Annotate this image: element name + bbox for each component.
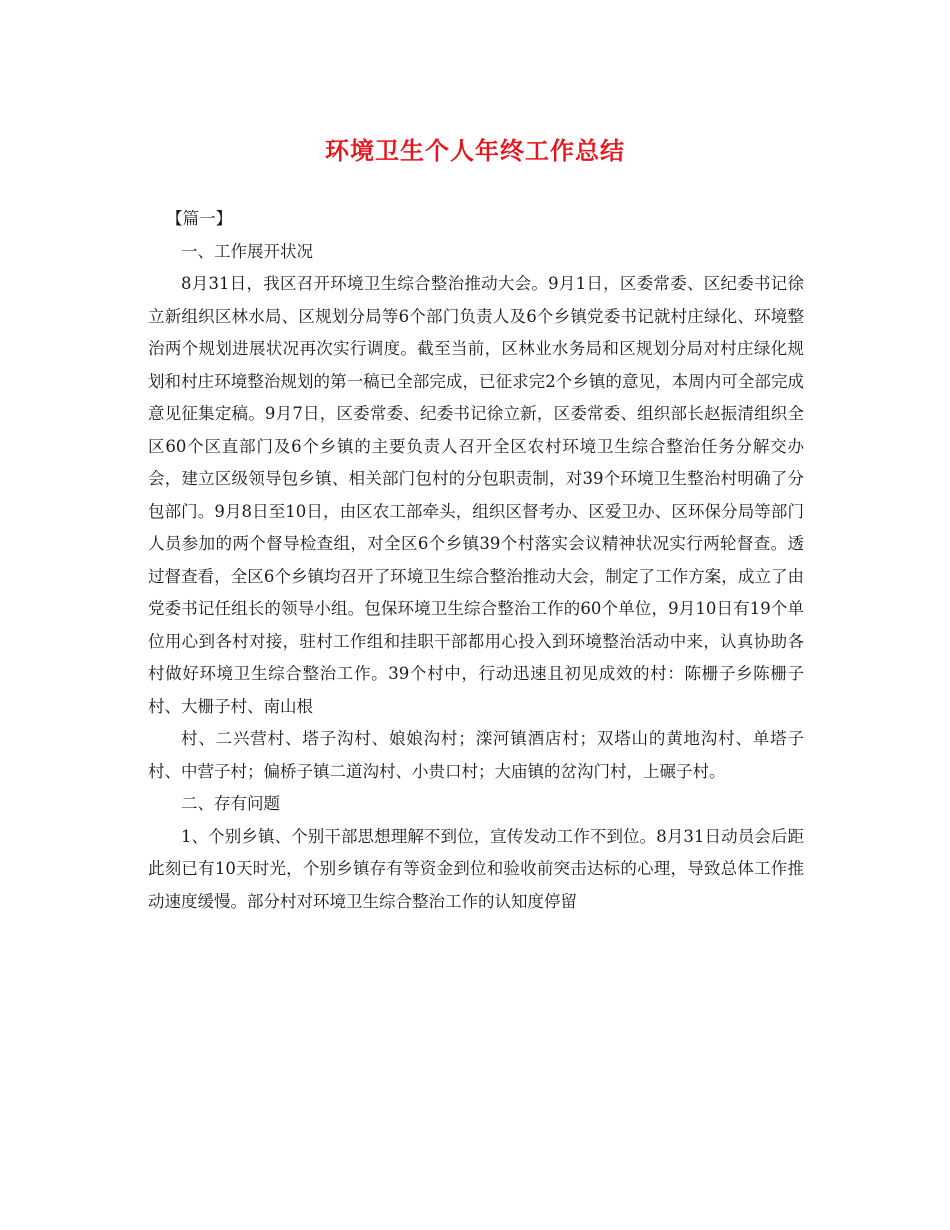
paragraph-problem-1: 1、个别乡镇、个别干部思想理解不到位，宣传发动工作不到位。8月31日动员会后距此刻已有10天时光，个别乡镇存有等资金到位和验收前突击达标的心理，导致总体工作推动速度缓慢。部分村对环境卫生综合整治工作的认知度停留 xyxy=(148,826,804,911)
heading-existing-problems: 二、存有问题 xyxy=(181,794,280,813)
section-label: 【篇一】 xyxy=(166,209,233,228)
paragraph-work-status: 8月31日，我区召开环境卫生综合整治推动大会。9月1日，区委常委、区纪委书记徐立新组织区林水局、区规划分局等6个部门负责人及6个乡镇党委书记就村庄绿化、环境整治两个规划进展状况再次实行调度。截至当前，区林业水务局和区规划分局对村庄绿化规划和村庄环境整治规划的第一稿已全部完成，已征求完2个乡镇的意见，本周内可全部完成意见征集定稿。9月7日，区委常委、纪委书记徐立新，区委常委、组织部长赵振清组织全区60个区直部门及6个乡镇的主要负责人召开全区农村环境卫生综合整治任务分解交办会，建立区级领导包乡镇、相关部门包村的分包职责制，对39个环境卫生整治村明确了分包部门。9月8日至10日，由区农工部牵头，组织区督考办、区爱卫办、区环保分局等部门人员参加的两个督导检查组，对全区6个乡镇39个村落实会议精神状况实行两轮督查。透过督查看，全区6个乡镇均召开了环境卫生综合整治推动大会，制定了工作方案，成立了由党委书记任组长的领导小组。包保环境卫生综合整治工作的60个单位，9月10日有19个单位用心到各村对接，驻村工作组和挂职干部都用心投入到环境整治活动中来，认真协助各村做好环境卫生综合整治工作。39个村中，行动迅速且初见成效的村：陈栅子乡陈栅子村、大栅子村、南山根 xyxy=(148,274,804,716)
paragraph-village-list: 村、二兴营村、塔子沟村、娘娘沟村；滦河镇酒店村；双塔山的黄地沟村、单塔子村、中营子村；偏桥子镇二道沟村、小贵口村；大庙镇的岔沟门村，上碾子村。 xyxy=(148,729,804,781)
document-title: 环境卫生个人年终工作总结 xyxy=(325,136,625,165)
document-body xyxy=(148,203,804,918)
heading-work-status: 一、工作展开状况 xyxy=(181,241,313,261)
